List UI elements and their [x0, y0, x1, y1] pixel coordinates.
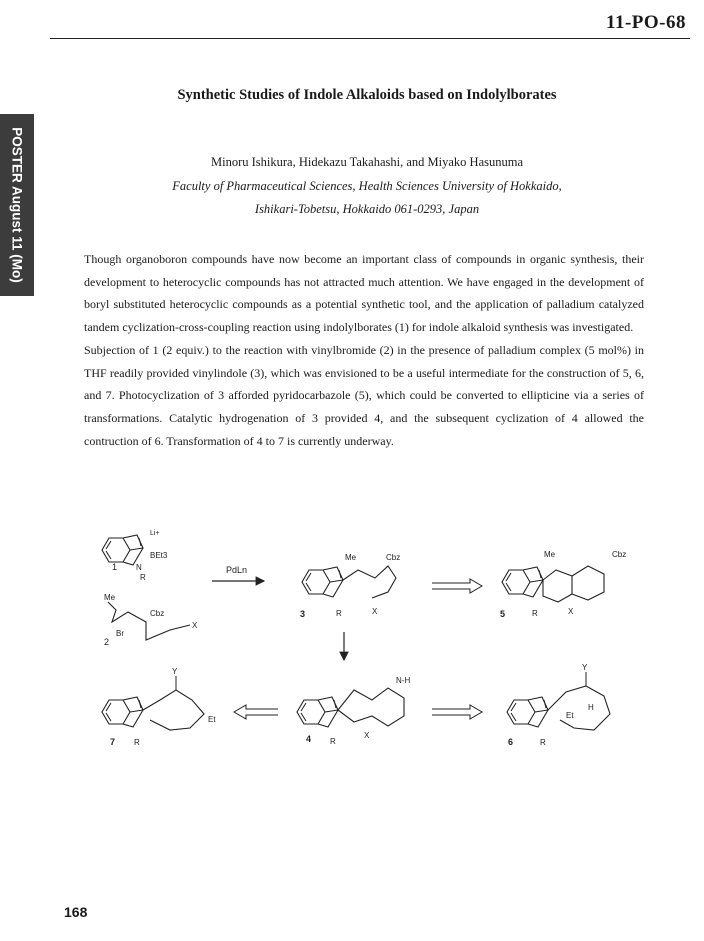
label-n: N [136, 563, 142, 572]
page-number: 168 [64, 904, 88, 920]
svg-text:Et: Et [208, 715, 216, 724]
compound-2-number: 2 [104, 637, 110, 647]
compound-6-number: 6 [508, 737, 514, 747]
label-r: R [140, 573, 146, 582]
label-beti: BEt3 [150, 551, 168, 560]
abstract [84, 248, 644, 452]
svg-text:R: R [532, 609, 538, 618]
compound-7 [102, 667, 216, 747]
header-rule [50, 38, 690, 39]
poster-code: 11-PO-68 [606, 12, 686, 33]
svg-text:X: X [372, 607, 378, 616]
svg-text:H: H [588, 703, 594, 712]
open-arrow-3-to-5 [432, 579, 482, 593]
abstract-paragraph-1: Though organoboron compounds have now become an important class of compounds in organic synthesis, their development to heterocyclic compounds has not attracted much attention. We have engaged in the development of boryl substituted heterocyclic compounds as a potential synthetic tool, and the application of palladium catalyzed tandem cyclization-cross-coupling reaction using indolylborates (1) for indole alkaloid synthesis was investigated. [84, 252, 644, 335]
compound-7-number: 7 [110, 737, 116, 747]
compound-6 [507, 663, 610, 747]
svg-text:R: R [540, 738, 546, 747]
affiliation-line-2: Ishikari-Tobetsu, Hokkaido 061-0293, Japan [254, 202, 480, 216]
compound-5-number: 5 [500, 609, 506, 619]
compound-3 [300, 553, 400, 619]
label-x: X [192, 621, 198, 630]
svg-text:Me: Me [544, 550, 556, 559]
compound-5 [500, 550, 626, 619]
svg-text:Et: Et [566, 711, 574, 720]
compound-4-number: 4 [306, 734, 312, 744]
svg-text:Y: Y [582, 663, 588, 672]
compound-1 [102, 530, 168, 582]
compound-2 [104, 593, 198, 647]
paper-title: Synthetic Studies of Indole Alkaloids based on Indolylborates [177, 87, 557, 103]
open-arrow-4-to-6 [432, 705, 482, 719]
compound-1-number: 1 [112, 562, 118, 572]
svg-text:Y: Y [172, 667, 178, 676]
svg-text:R: R [336, 609, 342, 618]
compound-3-number: 3 [300, 609, 306, 619]
open-arrow-4-to-7 [234, 705, 278, 719]
svg-text:R: R [134, 738, 140, 747]
svg-text:Cbz: Cbz [386, 553, 401, 562]
svg-text:N-H: N-H [396, 676, 411, 685]
label-br: Br [116, 629, 124, 638]
reaction-scheme [0, 510, 704, 770]
reagent-label: PdLn [226, 565, 248, 575]
side-tab-label: POSTER August 11 (Mo) [9, 127, 25, 283]
abstract-paragraph-2: Subjection of 1 (2 equiv.) to the reaction with vinylbromide (2) in the presence of palladium complex (5 mol%) in THF readily provided vinylindole (3), which was envisioned to be a useful intermediate for the construction of 5, 6, and 7. Photocyclization of 3 afforded pyridocarbazole (5), which could be converted to ellipticine via a series of transformations. Catalytic hydrogenation of 3 provided 4, and the subsequent cyclization of 4 allowed the contruction of 6. Transformation of 4 to 7 is currently underway. [84, 342, 644, 448]
svg-text:Me: Me [345, 553, 357, 562]
svg-text:R: R [330, 737, 336, 746]
svg-text:Cbz: Cbz [612, 550, 627, 559]
svg-text:X: X [568, 607, 574, 616]
authors: Minoru Ishikura, Hidekazu Takahashi, and Miyako Hasunuma [210, 155, 524, 169]
label-cbz: Cbz [150, 609, 165, 618]
compound-4 [297, 676, 410, 746]
label-me: Me [104, 593, 116, 602]
svg-text:X: X [364, 731, 370, 740]
label-li: Li+ [150, 530, 160, 537]
affiliation-line-1: Faculty of Pharmaceutical Sciences, Health Sciences University of Hokkaido, [172, 179, 562, 193]
